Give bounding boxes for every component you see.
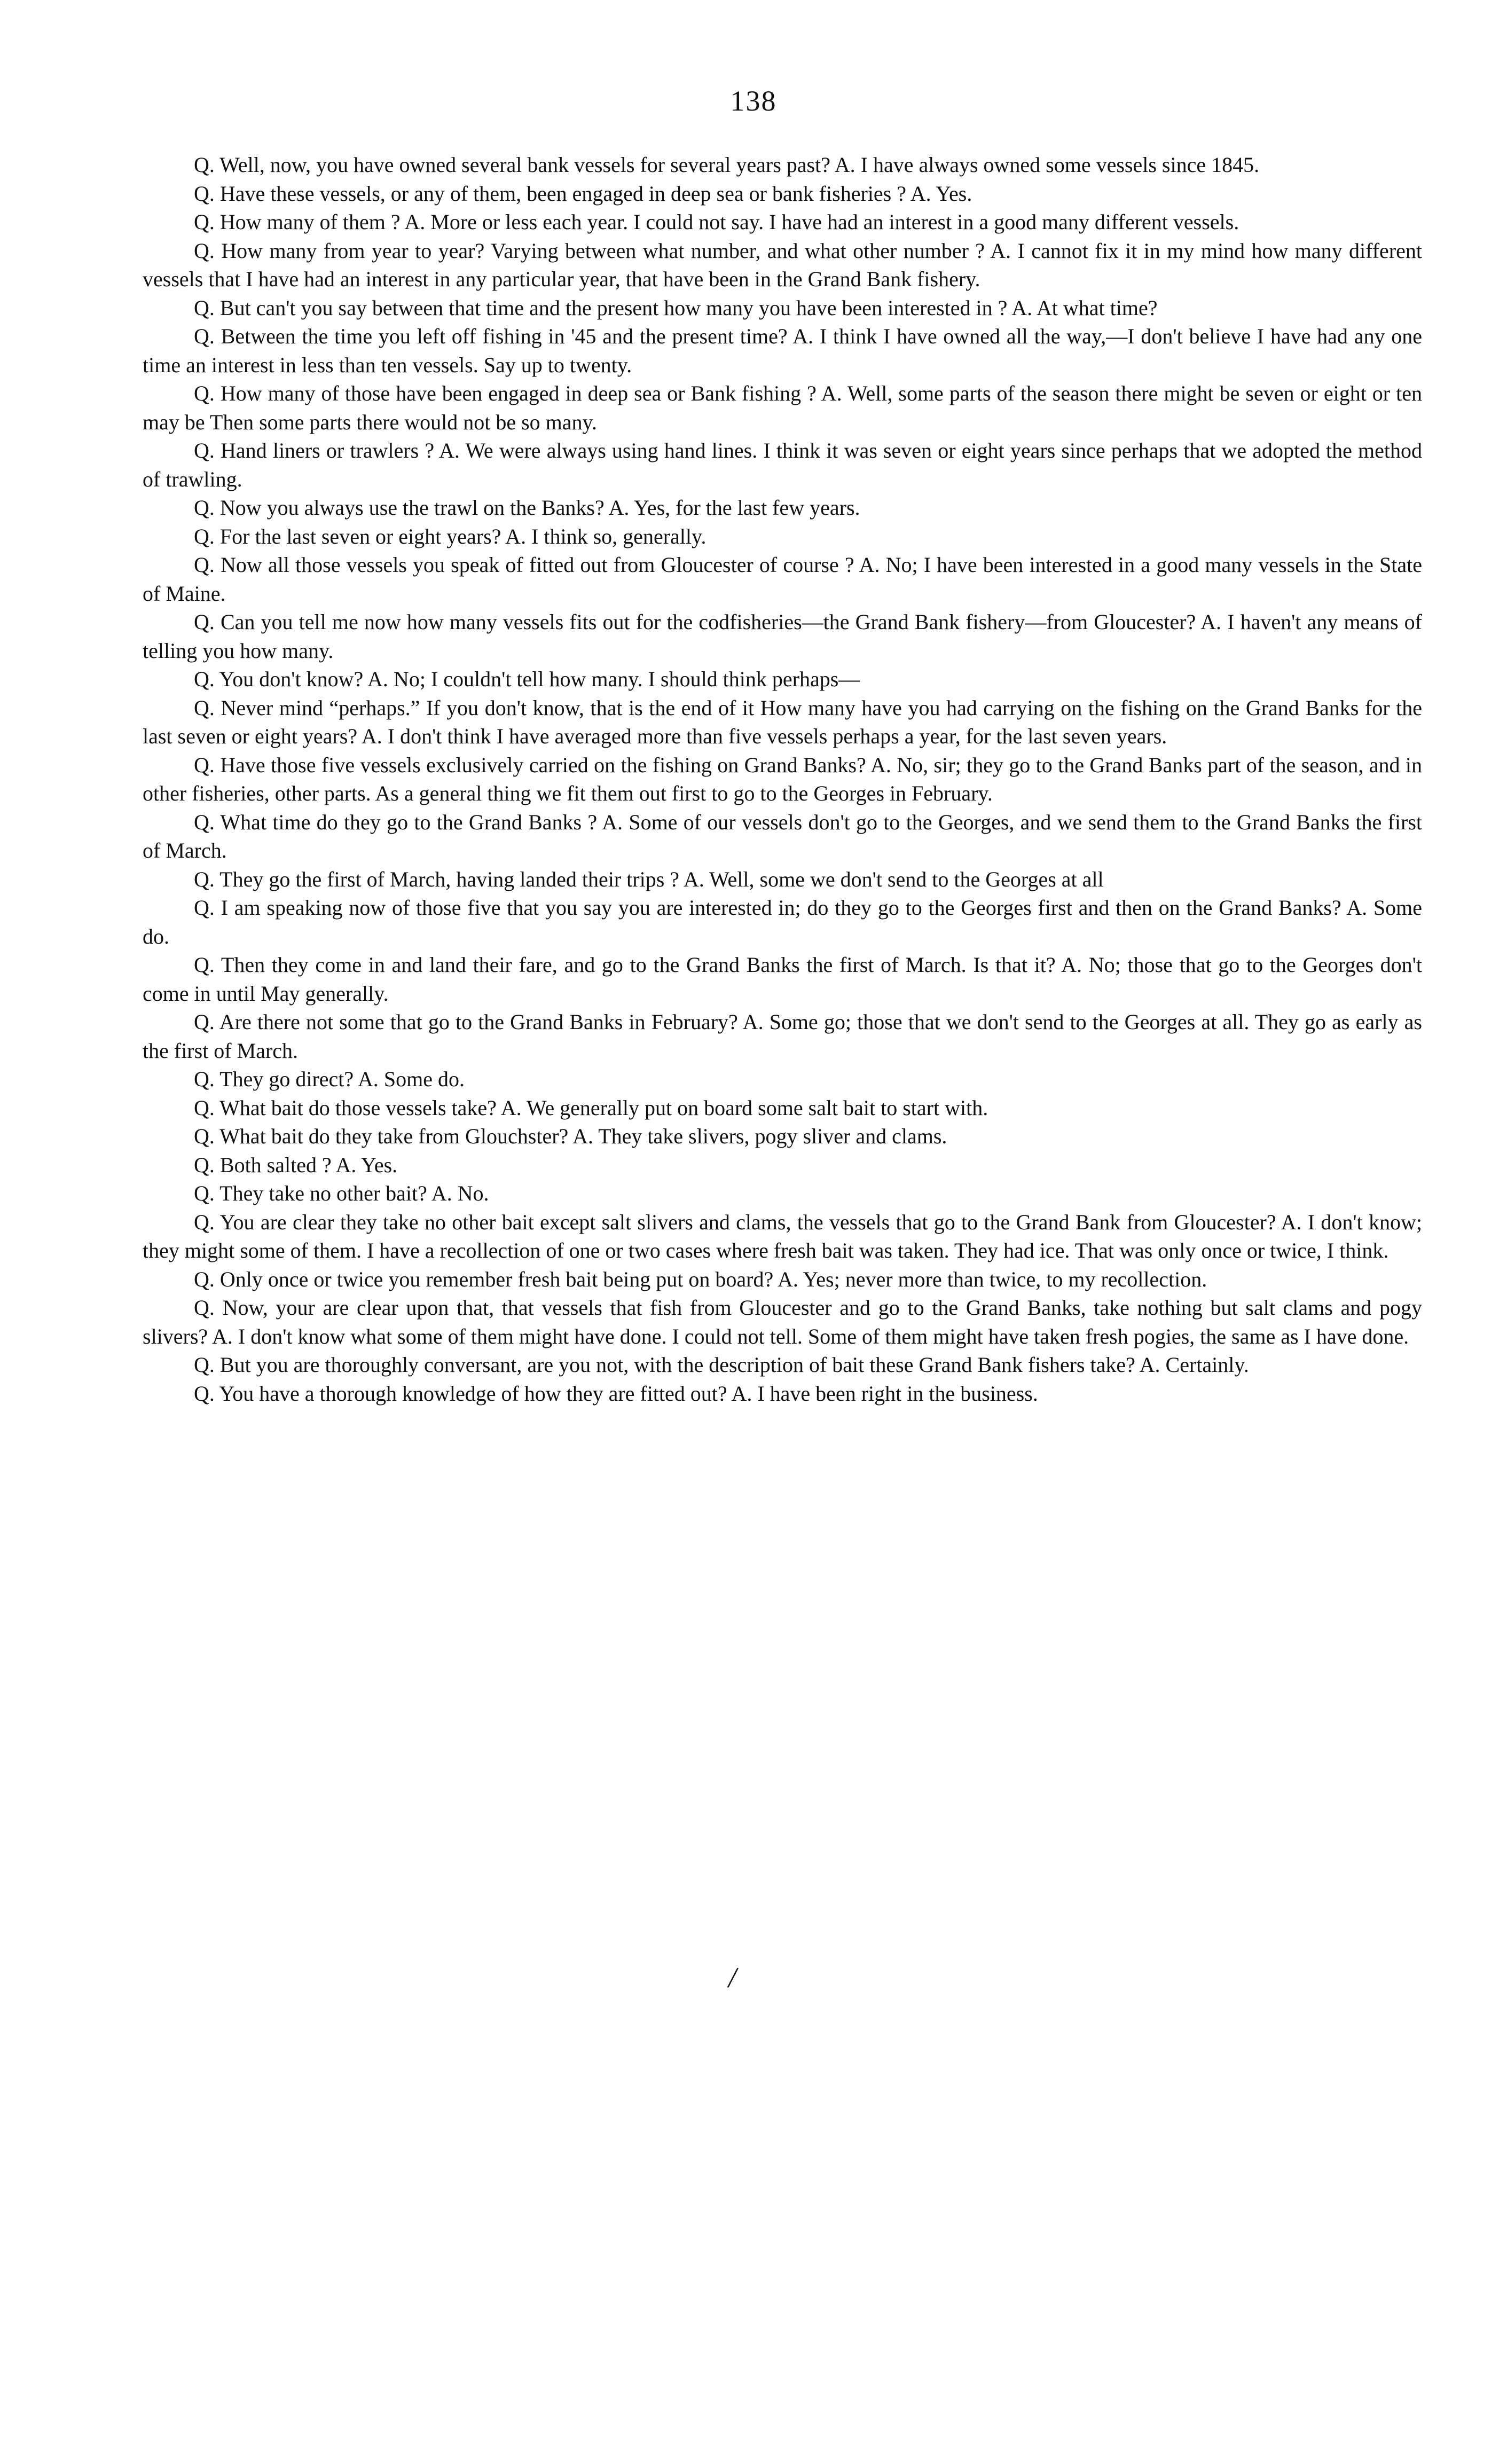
testimony-text	[143, 151, 1422, 1408]
qa-paragraph: Q. Only once or twice you remember fresh bait being put on board? A. Yes; never more than twice, to my recollection.	[194, 1267, 1207, 1291]
qa-paragraph: Q. Now all those vessels you speak of fitted out from Gloucester of course ? A. No; I have been interested in a good many vessels in the State of Maine.	[143, 553, 1422, 606]
qa-paragraph: Q. Have these vessels, or any of them, been engaged in deep sea or bank fisheries ? A. Yes.	[194, 181, 972, 206]
qa-paragraph: Q. Are there not some that go to the Grand Banks in February? A. Some go; those that we don't send to the Georges at all. They go as early as the first of March.	[143, 1010, 1422, 1063]
qa-paragraph: Q. They go the first of March, having landed their trips ? A. Well, some we don't send to the Georges at all	[194, 867, 1104, 891]
qa-paragraph: Q. Have those five vessels exclusively carried on the fishing on Grand Banks? A. No, sir; they go to the Grand Banks part of the season, and in other fisheries, other parts. As a general thing we fit them out first to go to the Georges in February.	[143, 752, 1422, 805]
qa-paragraph: Q. Then they come in and land their fare, and go to the Grand Banks the first of March. Is that it? A. No; those that go to the Georges don't come in until May generally.	[143, 953, 1422, 1006]
qa-paragraph: Q. Now, your are clear upon that, that vessels that fish from Gloucester and go to the Grand Banks, take nothing but salt clams and pogy slivers? A. I don't know what some of them might have done. I could not tell. Some of them might have taken fresh pogies, the same as I have done.	[143, 1296, 1422, 1348]
qa-paragraph: Q. How many from year to year? Varying between what number, and what other number ? A. I cannot fix it in my mind how many different vessels that I have had an interest in any particular year, that have been in the Grand Bank fishery.	[143, 238, 1422, 291]
qa-paragraph: Q. Well, now, you have owned several bank vessels for several years past? A. I have always owned some vessels since 1845.	[194, 153, 1260, 177]
qa-paragraph: Q. What time do they go to the Grand Banks ? A. Some of our vessels don't go to the Georges, and we send them to the Grand Banks the first of March.	[143, 810, 1422, 862]
qa-paragraph: Q. But you are thoroughly conversant, are you not, with the description of bait these Grand Bank fishers take? A. Certainly.	[194, 1353, 1249, 1377]
page-number: 138	[730, 85, 777, 117]
qa-paragraph: Q. You have a thorough knowledge of how they are fitted out? A. I have been right in the business.	[194, 1381, 1038, 1406]
qa-paragraph: Q. Now you always use the trawl on the Banks? A. Yes, for the last few years.	[194, 496, 860, 520]
qa-paragraph: Q. You are clear they take no other bait except salt slivers and clams, the vessels that go to the Grand Bank from Gloucester? A. I don't know; they might some of them. I have a recollection of one or two cases where fresh bait was taken. They had ice. That was only once or twice, I think.	[143, 1210, 1422, 1262]
qa-paragraph: Q. For the last seven or eight years? A. I think so, generally.	[194, 524, 707, 548]
qa-paragraph: Q. Hand liners or trawlers ? A. We were always using hand lines. I think it was seven or eight years since perhaps that we adopted the method of trawling.	[143, 438, 1422, 491]
qa-paragraph: Q. But can't you say between that time and the present how many you have been interested in ? A. At what time?	[194, 295, 1158, 320]
qa-paragraph: Q. Both salted ? A. Yes.	[194, 1152, 398, 1177]
qa-paragraph: Q. They go direct? A. Some do.	[194, 1067, 465, 1091]
qa-paragraph: Q. Can you tell me now how many vessels fits out for the codfisheries—the Grand Bank fishery—from Gloucester? A. I haven't any means of telling you how many.	[143, 610, 1422, 663]
stray-pen-mark: /	[728, 1961, 737, 1994]
qa-paragraph: Q. How many of them ? A. More or less each year. I could not say. I have had an interest in a good many different vessels.	[194, 210, 1239, 234]
qa-paragraph: Q. Between the time you left off fishing in '45 and the present time? A. I think I have owned all the way,—I don't believe I have had any one time an interest in less than ten vessels. Say up to twenty.	[143, 324, 1422, 377]
qa-paragraph: Q. Never mind “perhaps.” If you don't know, that is the end of it How many have you had carrying on the fishing on the Grand Banks for the last seven or eight years? A. I don't think I have averaged more than five vessels perhaps a year, for the last seven years.	[143, 695, 1422, 748]
qa-paragraph: Q. What bait do those vessels take? A. We generally put on board some salt bait to start with.	[194, 1095, 988, 1120]
qa-paragraph: Q. How many of those have been engaged in deep sea or Bank fishing ? A. Well, some parts of the season there might be seven or eight or ten may be Then some parts there would not be so many.	[143, 381, 1422, 434]
qa-paragraph: Q. What bait do they take from Glouchster? A. They take slivers, pogy sliver and clams.	[194, 1124, 947, 1148]
qa-paragraph: Q. I am speaking now of those five that you say you are interested in; do they go to the Georges first and then on the Grand Banks? A. Some do.	[143, 896, 1422, 948]
qa-paragraph: Q. You don't know? A. No; I couldn't tell how many. I should think perhaps—	[194, 667, 860, 691]
qa-paragraph: Q. They take no other bait? A. No.	[194, 1181, 489, 1205]
